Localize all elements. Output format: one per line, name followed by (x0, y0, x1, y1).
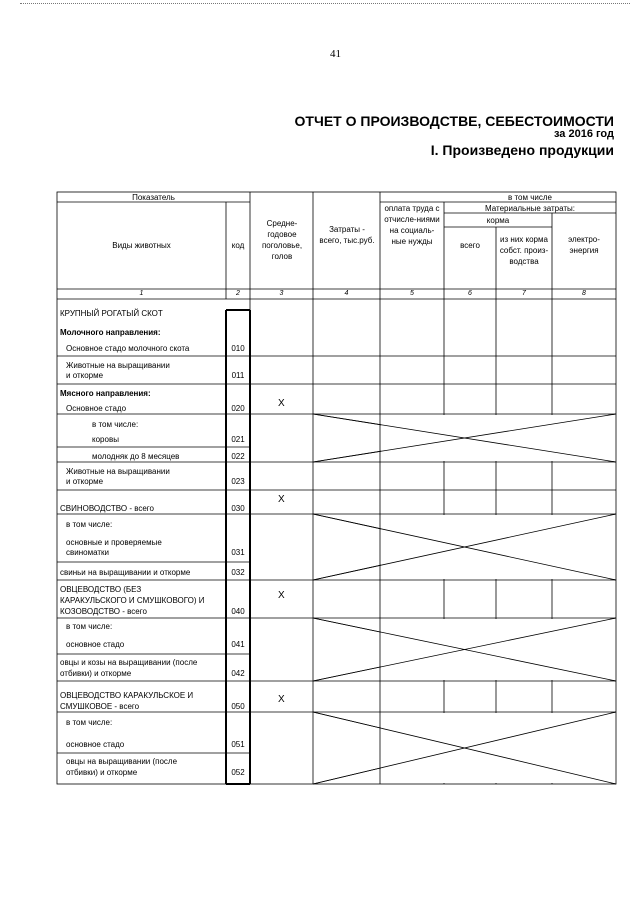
row-code: 022 (231, 452, 245, 461)
row-label: Мясного направления: (60, 389, 151, 398)
row-code: 050 (231, 702, 245, 711)
row-label: коровы (92, 435, 119, 444)
row-label: СВИНОВОДСТВО - всего (60, 504, 154, 513)
column-number: 5 (410, 290, 414, 297)
row-label: Животные на выращивании (66, 467, 170, 476)
header-costs: Затраты - всего, тыс.руб. (319, 225, 375, 245)
header-code: код (231, 241, 245, 250)
column-number: 8 (582, 290, 586, 297)
row-code: 030 (231, 504, 245, 513)
row-label: в том числе: (66, 622, 113, 631)
header-feed: корма (486, 216, 510, 225)
header-total: всего (460, 241, 480, 250)
page-number: 41 (330, 48, 341, 60)
header-own-feed: из них корма собст. произ-водства (499, 235, 549, 266)
row-code: 011 (231, 371, 245, 380)
row-code: 020 (231, 404, 245, 413)
row-code: 010 (231, 344, 245, 353)
row-label: свиноматки (66, 548, 109, 557)
row-label: КАРАКУЛЬСКОГО И СМУШКОВОГО) И (60, 596, 205, 605)
row-label: и откорме (66, 477, 104, 486)
column-number: 2 (236, 290, 240, 297)
row-label: основное стадо (66, 640, 125, 649)
row-code: 031 (231, 548, 245, 557)
header-indicator: Показатель (132, 193, 175, 202)
row-label: отбивки) и откорме (60, 669, 132, 678)
report-title: ОТЧЕТ О ПРОИЗВОДСТВЕ, СЕБЕСТОИМОСТИ (294, 113, 614, 129)
row-label: ОВЦЕВОДСТВО КАРАКУЛЬСКОЕ И (60, 691, 194, 700)
row-code: 051 (231, 740, 245, 749)
header-electricity: электро-энергия (568, 235, 600, 255)
not-applicable-mark: X (278, 398, 285, 409)
row-code: 032 (231, 568, 245, 577)
column-number: 6 (468, 290, 472, 297)
row-label: и откорме (66, 371, 104, 380)
row-code: 041 (231, 640, 245, 649)
not-applicable-mark: X (278, 494, 285, 505)
row-code: 021 (231, 435, 245, 444)
row-code: 023 (231, 477, 245, 486)
row-code: 040 (231, 607, 245, 616)
row-label: КОЗОВОДСТВО - всего (60, 607, 147, 616)
report-year: за 2016 год (553, 128, 614, 140)
row-label: свиньи на выращивании и откорме (60, 568, 191, 577)
row-label: в том числе: (66, 520, 113, 529)
row-label: КРУПНЫЙ РОГАТЫЙ СКОТ (60, 309, 163, 318)
header-animal-types: Виды животных (112, 241, 171, 250)
column-number: 7 (522, 290, 526, 297)
row-label: основное стадо (66, 740, 125, 749)
column-number: 4 (344, 290, 349, 297)
column-number: 1 (139, 290, 144, 297)
header-including: в том числе (508, 193, 552, 202)
row-label: молодняк до 8 месяцев (92, 452, 180, 461)
row-label: ОВЦЕВОДСТВО (БЕЗ (60, 585, 142, 594)
row-label: овцы на выращивании (после (66, 757, 178, 766)
not-applicable-mark: X (278, 590, 285, 601)
row-code: 042 (231, 669, 245, 678)
column-number: 3 (279, 290, 284, 297)
row-label: овцы и козы на выращивании (после (60, 658, 198, 667)
row-label: Основное стадо (66, 404, 127, 413)
header-labor: оплата труда с отчисле-ниями на социаль-ные нужды (384, 204, 440, 246)
not-applicable-mark: X (278, 694, 285, 705)
header-material: Материальные затраты: (484, 204, 576, 213)
row-code: 052 (231, 768, 245, 777)
row-label: Животные на выращивании (66, 361, 170, 370)
row-label: в том числе: (92, 420, 139, 429)
row-label: Основное стадо молочного скота (66, 344, 190, 353)
header-avg-headcount: Средне-годовое поголовье, голов (261, 219, 303, 261)
row-label: в том числе: (66, 718, 113, 727)
row-label: отбивки) и откорме (66, 768, 138, 777)
row-label: СМУШКОВОЕ - всего (60, 702, 140, 711)
row-label: основные и проверяемые (66, 538, 162, 547)
row-label: Молочного направления: (60, 328, 161, 337)
section-title: I. Произведено продукции (430, 142, 614, 158)
